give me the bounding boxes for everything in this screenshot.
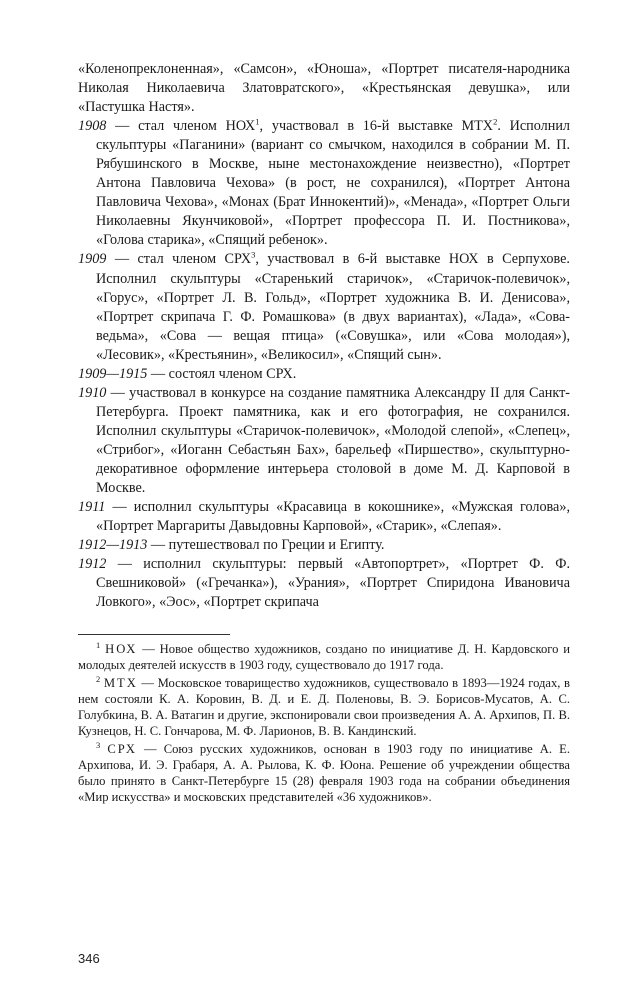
footnote-ref-2: 2 — [493, 116, 498, 127]
page-number: 346 — [78, 951, 100, 966]
entry-1909: 1909 — стал членом СРХ$^3$, участвовал в 6-й выставке НОХ в Серпухове. Исполнил скульптуры «Старенький старичок», «Старичок-полевичок», «Горус», «Портрет Л. В. Гольд», «Портрет художника В. И. Денисова», «Портрет скрипача Г. Ф. Ромашкова» (в двух вариантах), «Лада», «Сова-ведьма», «Сова — вещая птица» («Совушка», или «Сова молодая»), «Лесовик», «Крестьянин», «Великосил», «Спящий сын». — [78, 249, 570, 363]
entry-year: 1912—1913 — [78, 537, 148, 554]
entry-1910: 1910 — участвовал в конкурсе на создание памятника Александру II для Санкт-Петербурга. Проект памятника, как и его фотография, не сохранился. Исполнил скульптуры «Старичок-полевичок», «Молодой слепой», «Слепец», «Стрибог», «Иоганн Себастьян Бах», барельеф «Пиршество», скульптурно-декоративное оформление интерьера столовой в доме М. Д. Карповой в Москве. — [78, 384, 570, 497]
paragraph-continued: «Коленопреклоненная», «Самсон», «Юноша», «Портрет писателя-народника Николая Николаевича Златовратского», «Крестьянская девушка», или «Пастушка Настя». — [78, 61, 570, 116]
footnote-1: $^1$ НОХ — Новое общество художников, создано по инициативе Д. Н. Кардовского и молодых деятелей искусств в 1903 году, существовало до 1917 года. — [78, 640, 570, 673]
footnotes — [78, 642, 570, 805]
entry-year: 1909 — [78, 251, 107, 268]
entry-1911: 1911 — исполнил скульптуры «Красавица в кокошнике», «Мужская голова», «Портрет Маргариты Давыдовны Карповой», «Старик», «Слепая». — [78, 499, 570, 535]
footnote-ref-3: 3 — [251, 249, 256, 260]
entry-year: 1910 — [78, 384, 107, 401]
footnote-3: $^3$ СРХ — Союз русских художников, основан в 1903 году по инициативе А. Е. Архипова, И. Э. Грабаря, А. А. Рылова, К. Ф. Юона. Решение об учреждении общества было принято в Санкт-Петербурге 15 (28) февраля 1903 года на собрании объединения «Мир искусства» и московских представителей «36 художников». — [78, 739, 570, 804]
footnote-term: МТХ — [103, 676, 138, 691]
entry-1908: 1908 — стал членом НОХ$^1$, участвовал в 16-й выставке МТХ$^2$. Исполнил скульптуры «Паганини» (вариант со смычком, находился в собрании М. П. Рябушинского в Москве, ныне местонахождение неизвестно), «Портрет Антона Павловича Чехова» (в рост, не сохранился), «Портрет Антона Павловича Чехова», «Монах (Брат Иннокентий)», «Менада», «Портрет Ольги Николаевны Якунчиковой», «Портрет профессора П. И. Постникова», «Голова старика», «Спящий ребенок». — [78, 116, 570, 249]
page-body — [78, 60, 570, 807]
entry-year: 1911 — [78, 499, 106, 516]
entry-1912: 1912 — исполнил скульптуры: первый «Автопортрет», «Портрет Ф. Ф. Свешниковой» («Гречанка»), «Урания», «Портрет Спиридона Ивановича Ловкого», «Эос», «Портрет скрипача — [78, 556, 570, 611]
footnote-term: СРХ — [107, 741, 137, 756]
entry-1912-1913: 1912—1913 — путешествовал по Греции и Египту. — [78, 537, 385, 554]
footnote-mark: 3 — [96, 739, 101, 750]
entry-year: 1912 — [78, 556, 107, 573]
entry-year: 1908 — [78, 118, 107, 135]
chronology-text — [78, 60, 570, 612]
footnote-mark: 1 — [96, 640, 101, 651]
entry-year: 1909—1915 — [78, 365, 148, 382]
footnote-2: $^2$ МТХ — Московское товарищество художников, существовало в 1893—1924 годах, в нем состояли К. А. Коровин, В. Д. и Е. Д. Поленовы, В. Э. Борисов-Мусатов, А. С. Голубкина, В. А. Ватагин и другие, экспонировали свои произведения А. А. Архипов, П. В. Кузнецов, Н. С. Гончарова, М. Ф. Ларионов, В. В. Кандинский. — [78, 673, 570, 738]
entry-1909-1915: 1909—1915 — состоял членом СРХ. — [78, 365, 297, 382]
footnote-mark: 2 — [96, 673, 101, 684]
footnote-ref-1: 1 — [255, 116, 260, 127]
footnote-term: НОХ — [105, 642, 138, 657]
footnote-divider — [78, 634, 230, 635]
